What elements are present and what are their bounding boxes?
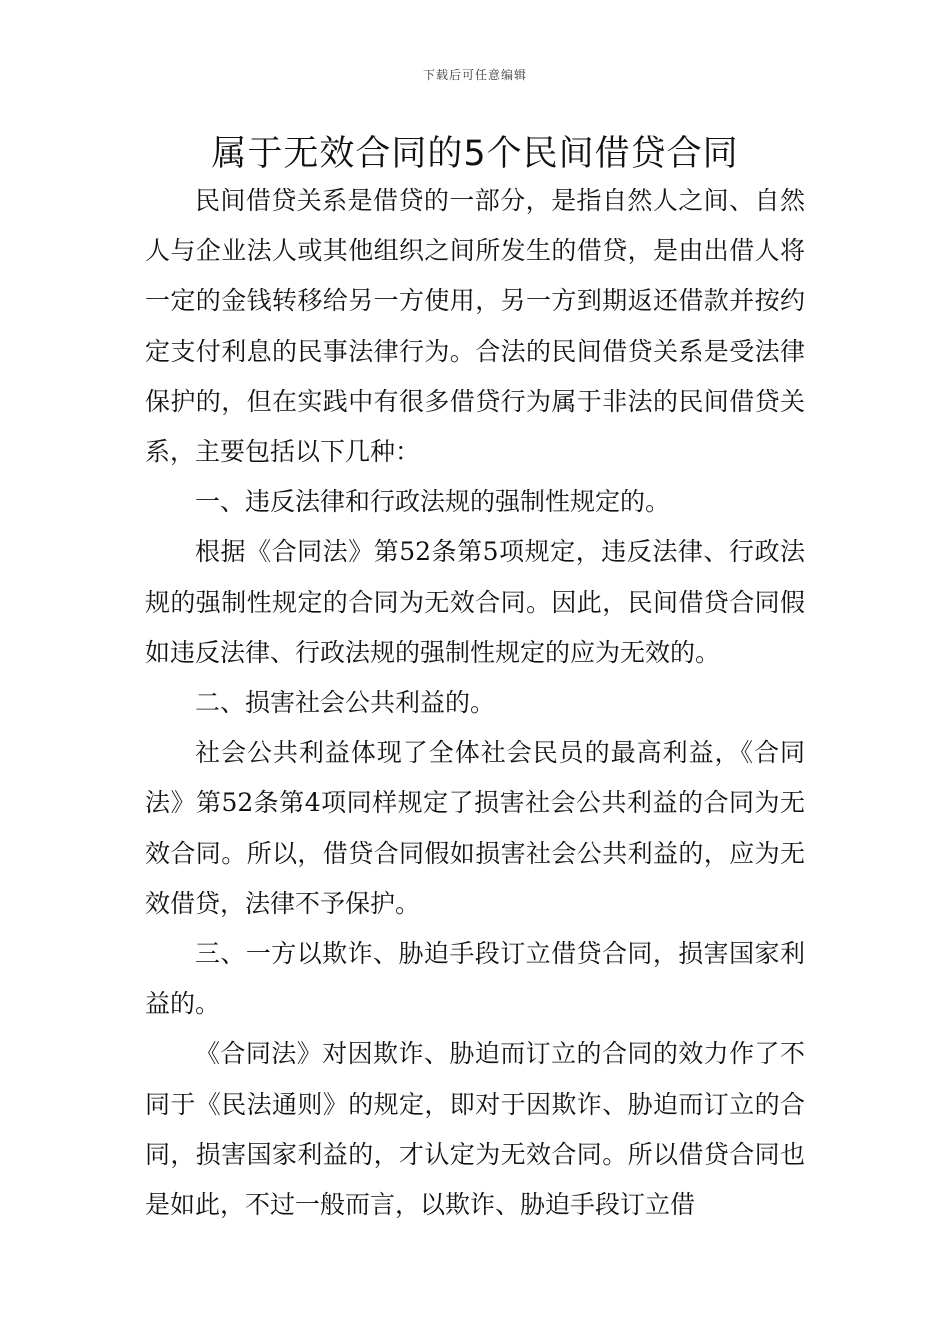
- header-note: 下载后可任意编辑: [422, 68, 527, 82]
- section-heading-2: 二、损害社会公共利益的。: [195, 688, 496, 718]
- paragraph-section-2: 社会公共利益体现了全体社会民员的最高利益，《合同法》第52条第4项同样规定了损害社会公共利益的合同为无效合同。所以，借贷合同假如损害社会公共利益的，应为无效借贷，法律不予保护。: [145, 738, 805, 918]
- section-heading-3: 三、一方以欺诈、胁迫手段订立借贷合同，损害国家利益的。: [145, 939, 805, 1019]
- document-body: [145, 176, 805, 1230]
- document-title: 属于无效合同的5个民间借贷合同: [211, 134, 739, 174]
- section-heading-1: 一、违反法律和行政法规的强制性规定的。: [195, 487, 671, 517]
- paragraph-intro: 民间借贷关系是借贷的一部分，是指自然人之间、自然人与企业法人或其他组织之间所发生的借贷，是由出借人将一定的金钱转移给另一方使用，另一方到期返还借款并按约定支付利息的民事法律行为。合法的民间借贷关系是受法律保护的，但在实践中有很多借贷行为属于非法的民间借贷关系，主要包括以下几种：: [145, 186, 805, 467]
- paragraph-section-1: 根据《合同法》第52条第5项规定，违反法律、行政法规的强制性规定的合同为无效合同。因此，民间借贷合同假如违反法律、行政法规的强制性规定的应为无效的。: [145, 537, 805, 667]
- paragraph-section-3: 《合同法》对因欺诈、胁迫而订立的合同的效力作了不同于《民法通则》的规定，即对于因欺诈、胁迫而订立的合同，损害国家利益的，才认定为无效合同。所以借贷合同也是如此，不过一般而言，以欺诈、胁迫手段订立借: [145, 1039, 805, 1220]
